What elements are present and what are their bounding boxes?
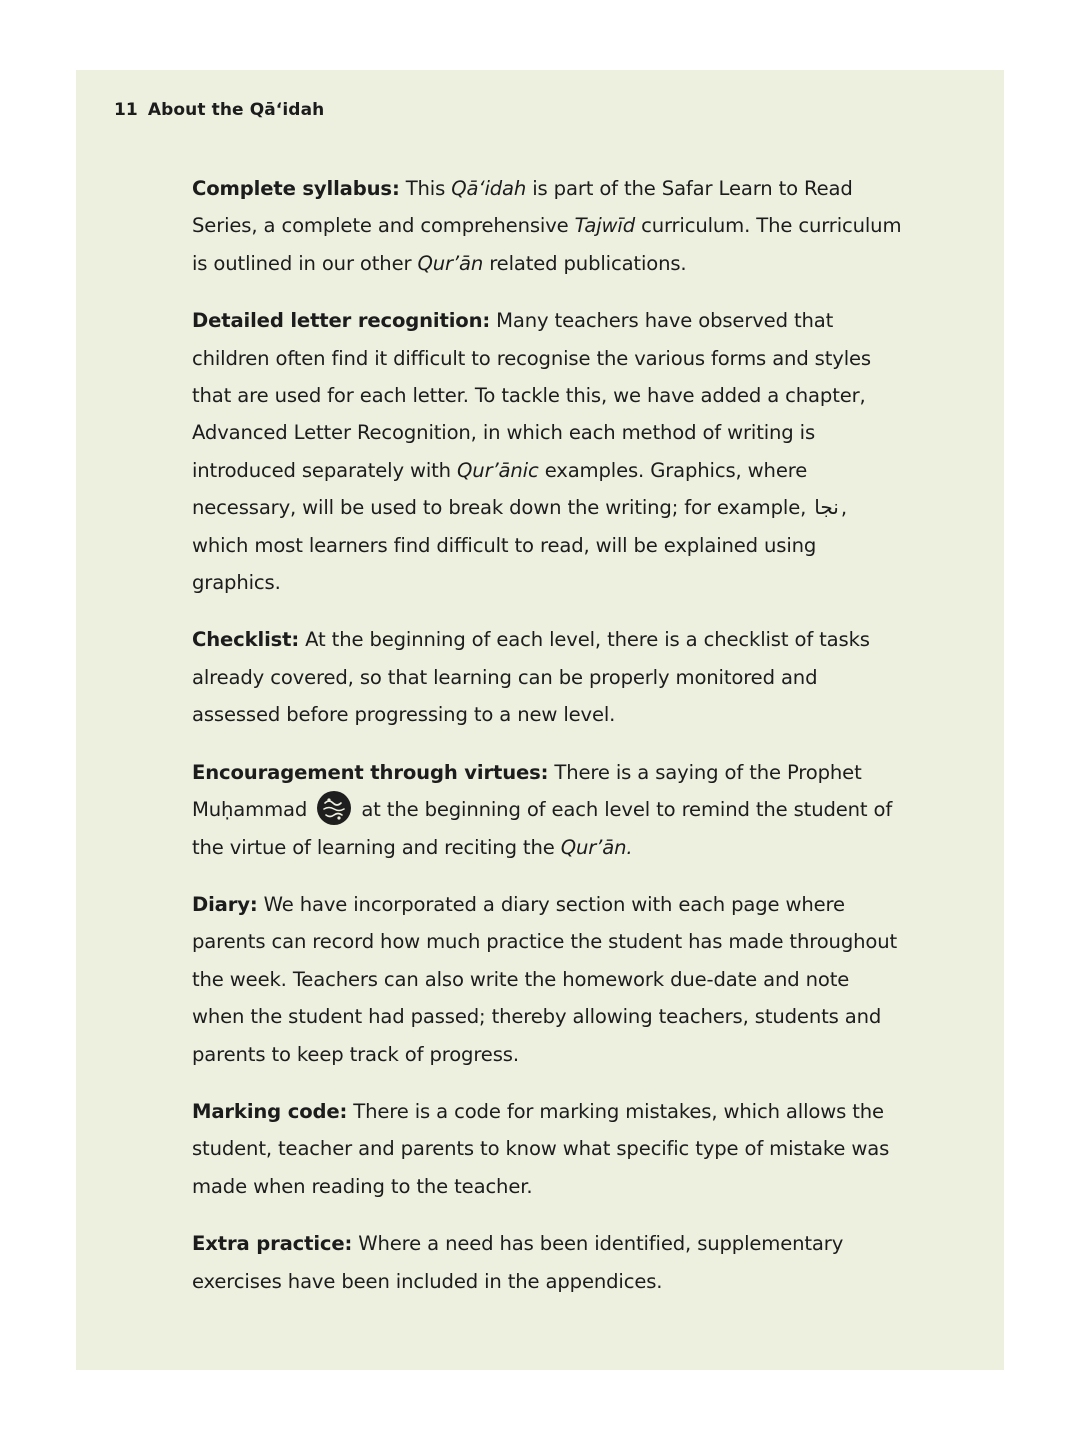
paragraph-complete-syllabus: Complete syllabus: This Qā‘idah is part of the Safar Learn to Read Series, a complete and comprehensive Tajwīd curriculum. The curriculum is outlined in our other Qur’ān related publications. [192, 177, 902, 275]
book-page [76, 70, 1004, 1370]
italic-term: Qur’ān [417, 251, 484, 275]
paragraph-lead: Diary: [192, 892, 258, 916]
salawat-calligraphy-icon [317, 791, 351, 825]
italic-term: Qur’ān. [560, 835, 633, 859]
paragraph-lead: Detailed letter recognition: [192, 309, 491, 333]
header-title: About the Qā‘idah [147, 100, 325, 120]
italic-term: Tajwīd [574, 214, 635, 238]
main-content [192, 170, 904, 1320]
italic-term: Qā‘idah [451, 177, 527, 200]
paragraph-diary: Diary: We have incorporated a diary section with each page where parents can record how much practice the student has made throughout the week. Teachers can also write the homework due-date and note when the student had passed; thereby allowing teachers, students and parents to keep track of progress. [192, 892, 898, 1066]
paragraph-extra-practice: Extra practice: Where a need has been identified, supplementary exercises have been included in the appendices. [192, 1232, 844, 1293]
paragraph-marking-code: Marking code: There is a code for marking mistakes, which allows the student, teacher and parents to know what specific type of mistake was made when reading to the teacher. [192, 1099, 890, 1198]
paragraph-lead: Checklist: [192, 628, 300, 652]
paragraph-lead: Marking code: [192, 1099, 348, 1123]
running-header [114, 100, 324, 120]
arabic-example-word: نجا [814, 495, 839, 520]
paragraph-encouragement: Encouragement through virtues: There is a saying of the Prophet Muḥammad at the beginning of each level to remind the student of the virtue of learning and reciting the Qur’ān. [192, 760, 893, 859]
paragraph-lead: Encouragement through virtues: [192, 760, 549, 784]
paragraph-letter-recognition: Detailed letter recognition: Many teachers have observed that children often find it difficult to recognise the various forms and styles that are used for each letter. To tackle this, we have added a chapter, Advanced Letter Recognition, in which each method of writing is introduced separately with Qur’ānic examples. Graphics, where necessary, will be used to break down the writing; for example, نجا , which most learners find difficult to read, will be explained using graphics. [192, 309, 871, 595]
page-number: 11 [114, 100, 138, 120]
paragraph-lead: Extra practice: [192, 1232, 353, 1256]
paragraph-checklist: Checklist: At the beginning of each level, there is a checklist of tasks already covered, so that learning can be properly monitored and assessed before progressing to a new level. [192, 628, 870, 727]
paragraph-lead: Complete syllabus: [192, 177, 400, 200]
italic-term: Qur’ānic [457, 458, 539, 482]
